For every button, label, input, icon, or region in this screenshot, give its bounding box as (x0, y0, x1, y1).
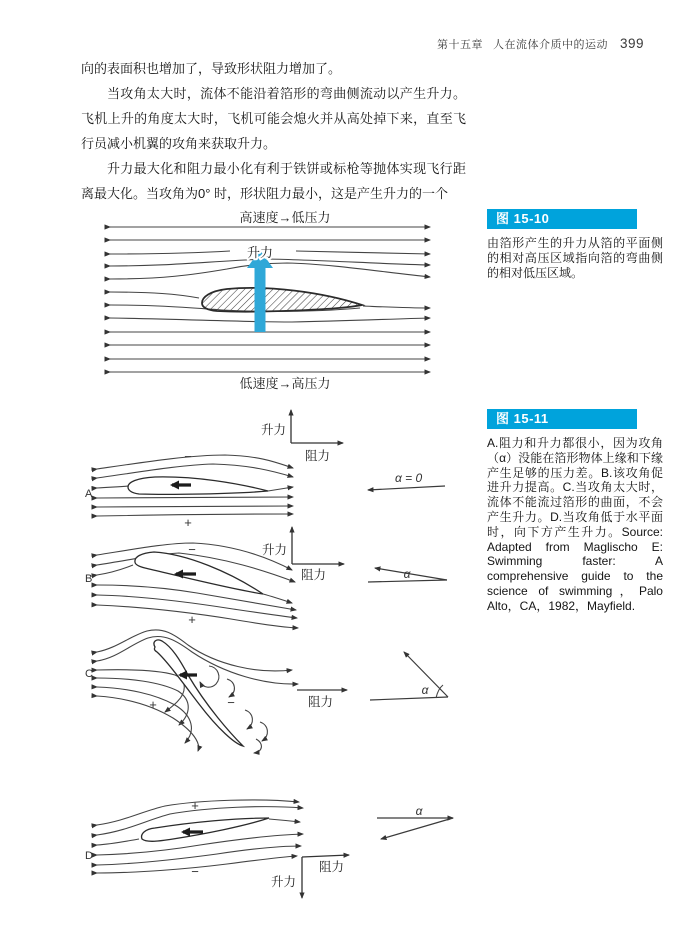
panel-B-alpha: α (403, 567, 411, 581)
drag-axis-label-1: 阻力 (305, 449, 331, 463)
panel-A-alpha: α = 0 (395, 471, 423, 485)
figure-15-11-label-bar: 图 15-11 (487, 409, 637, 429)
lift-drag-axis-D (271, 855, 349, 898)
panel-D-plus: + (191, 798, 199, 813)
lift-drag-axis-1 (261, 410, 343, 463)
alpha-arrow-B (375, 568, 447, 580)
drag-axis-label-2: 阻力 (301, 568, 327, 582)
page-number: 399 (619, 36, 644, 51)
paragraph-1: 向的表面积也增加了，导致形状阻力增加了。 (81, 61, 342, 76)
lift-label: 升力 (246, 245, 274, 260)
figure-15-10-label-bar: 图 15-10 (487, 209, 637, 229)
panel-D-alpha: α (415, 804, 423, 818)
panel-D-minus: − (191, 864, 199, 879)
paragraph-3: 升力最大化和阻力最小化有利于铁饼或标枪等抛体实现飞行距离最大化。当攻角为0° 时，形状阻力最小，这是产生升力的一个 (81, 161, 466, 201)
panel-C-plus: + (149, 697, 157, 712)
figure-15-10-diagram (82, 204, 467, 396)
paragraph-2: 当攻角太大时，流体不能沿着箔形的弯曲侧流动以产生升力。飞机上升的角度太大时，飞机可能会熄火并从高处掉下来，直至飞行员减小机翼的攻角来获取升力。 (81, 86, 466, 151)
panel-A-letter: A (85, 488, 93, 500)
panel-D-letter: D (85, 850, 93, 862)
panel-C-alpha: α (421, 683, 429, 697)
panel-C-letter: C (85, 668, 93, 680)
body-paragraphs (81, 56, 466, 206)
page-header (437, 36, 644, 52)
drag-axis-label-D: 阻力 (319, 860, 345, 874)
panel-C-minus: − (227, 695, 235, 710)
panel-C (85, 630, 448, 753)
low-speed-high-pressure-label: 低速度→高压力 (239, 376, 331, 391)
airfoil (202, 288, 362, 312)
panel-A-plus: + (184, 515, 192, 530)
chapter-label: 第十五章 (436, 39, 483, 51)
lift-axis-label-2: 升力 (261, 543, 287, 557)
lift-axis-label-1: 升力 (260, 423, 286, 437)
alpha-arrow-A (368, 486, 445, 490)
panel-A-minus: − (184, 449, 192, 464)
high-speed-low-pressure-label: 高速度→低压力 (239, 210, 331, 225)
sidenote-figure-15-10 (487, 209, 663, 280)
figure-15-10-caption: 由箔形产生的升力从箔的平面侧的相对高压区域指向箔的弯曲侧的相对低压区域。 (487, 236, 663, 280)
airfoil-A (128, 477, 268, 494)
lift-axis-label-D: 升力 (270, 875, 296, 889)
alpha-arrow-D (381, 818, 453, 839)
panel-A (85, 449, 445, 530)
panel-B-minus: − (188, 542, 196, 557)
figure-15-11-diagram (75, 398, 470, 920)
chapter-title: 人在流体介质中的运动 (492, 39, 608, 51)
figure-15-11-caption: A.阻力和升力都很小，因为攻角（α）没能在箔形物体上缘和下缘产生足够的压力差。B.该攻角促进升力提高。C.当攻角太大时，流体不能流过箔形的曲面，不会产生升力。D.当攻角低于水平面时，向下方产生升力。Source: Adapted from Maglischo E: Swimming faster: A comprehensive guide to the science of swimming，Palo Alto，CA，1982，Mayfield. (487, 436, 663, 613)
panel-B-letter: B (85, 573, 93, 585)
drag-label-C: 阻力 (308, 695, 334, 709)
panel-D (85, 798, 453, 898)
panel-B-plus: + (188, 612, 196, 627)
sidenote-figure-15-11 (487, 409, 663, 614)
lift-drag-axis-2 (262, 527, 344, 582)
